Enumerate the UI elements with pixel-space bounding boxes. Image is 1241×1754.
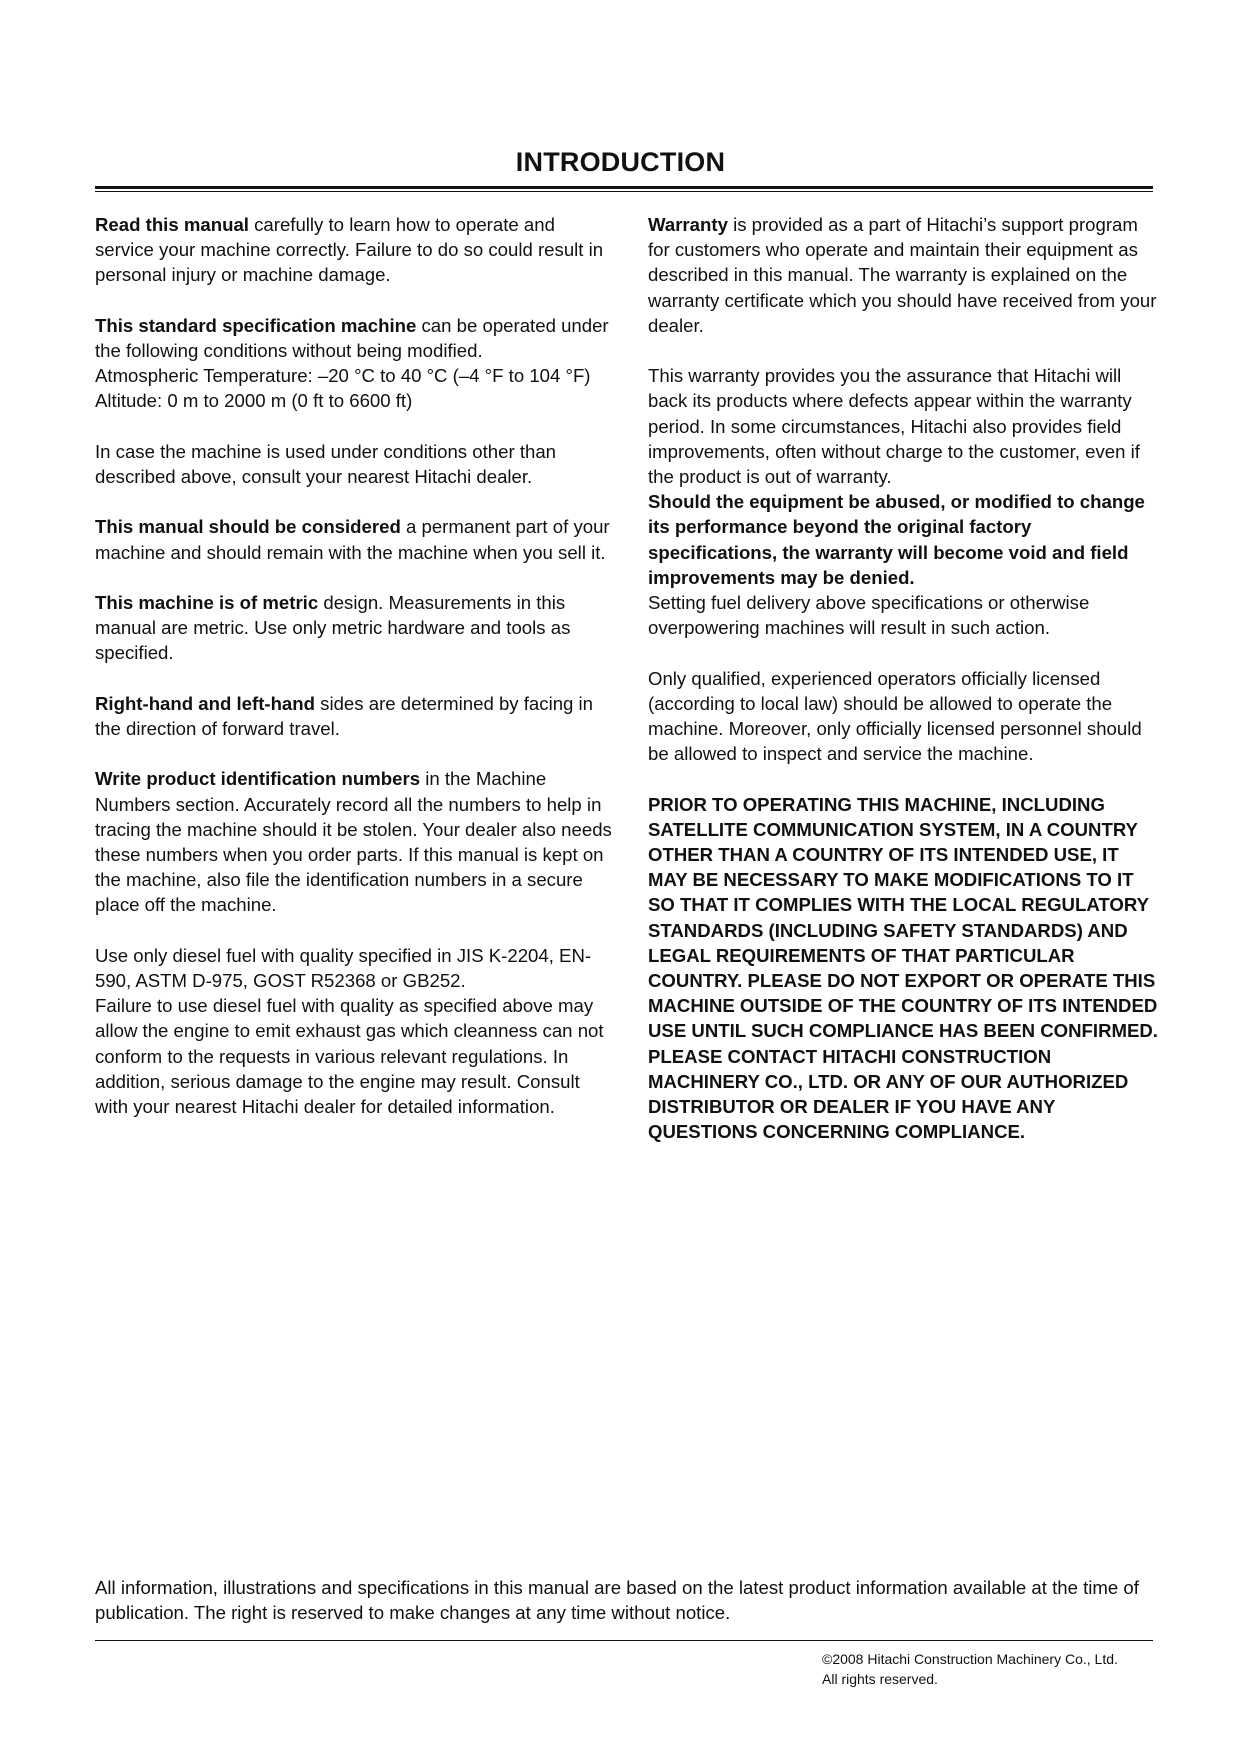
paragraph-metric [95,590,615,666]
paragraph-text: a permanent part of your machine and should remain with the machine when you sell it. [95,516,610,563]
paragraph-lead: Read this manual [95,214,249,235]
paragraph-text: design. Measurements in this manual are metric. Use only metric hardware and tools as specified. [95,591,571,664]
paragraph-lead: This machine is of metric [95,591,319,613]
title-rule-thin [95,191,1153,192]
paragraph-warranty-assurance [648,363,1158,640]
paragraph-lead: This manual should be considered [95,516,401,538]
title-rule [95,186,1153,189]
paragraph-text: is provided as a part of Hitachi’s support program for customers who operate and maintain their equipment as described in this manual. The warranty is explained on the warranty certificate which you should have received from your dealer. [648,214,1157,336]
paragraph-text: sides are determined by facing in the direction of forward travel. [95,692,594,739]
paragraph-text: This warranty provides you the assurance that Hitachi will back its products where defects appear within the warranty period. In some circumstances, Hitachi also provides field improvements, often without charge to the customer, even if the product is out of warranty. [648,365,1140,488]
paragraph-warranty [648,212,1158,338]
paragraph-text: carefully to learn how to operate and service your machine correctly. Failure to do so could result in personal injury or machine damage. [95,214,604,286]
paragraph-lead: Warranty [648,214,728,235]
paragraph-sides [95,691,615,741]
warranty-void-warning: Should the equipment be abused, or modified to change its performance beyond the original factory specifications, the warranty will become void and field improvements may be denied. [648,491,1145,588]
right-column [648,212,1158,1144]
altitude-range: Altitude: 0 m to 2000 m (0 ft to 6600 ft) [95,390,413,412]
paragraph-lead: Right-hand and left-hand [95,692,315,714]
fuel-warning-text: Failure to use diesel fuel with quality as specified above may allow the engine to emit exhaust gas which cleanness can not conform to the requests in various relevant regulations. In addition, serious damage to the engine may result. Consult with your nearest Hitachi dealer for detailed information. [95,995,604,1117]
paragraph-text: Setting fuel delivery above specifications or otherwise overpowering machines will result in such action. [648,592,1090,639]
paragraph-identification-numbers [95,766,615,917]
footer-rule [95,1640,1153,1641]
paragraph-qualified-operators: Only qualified, experienced operators officially licensed (according to local law) should be allowed to operate the machine. Moreover, only officially licensed personnel should be allowed to inspect and service the machine. [648,667,1142,765]
paragraph-text: can be operated under the following conditions without being modified. [95,314,609,361]
paragraph-read-manual [95,212,615,288]
copyright-text: ©2008 Hitachi Construction Machinery Co., Ltd. [822,1651,1118,1667]
disclaimer-note: All information, illustrations and specifications in this manual are based on the latest product information available at the time of publication. The right is reserved to make changes at any time without notice. [95,1577,1139,1624]
fuel-spec-text: Use only diesel fuel with quality specified in JIS K-2204, EN-590, ASTM D-975, GOST R52368 or GB252. [95,944,592,991]
left-column [95,212,615,1119]
paragraph-lead: This standard specification machine [95,314,417,336]
compliance-notice: PRIOR TO OPERATING THIS MACHINE, INCLUDING SATELLITE COMMUNICATION SYSTEM, IN A COUNTRY OTHER THAN A COUNTRY OF ITS INTENDED USE, IT MAY BE NECESSARY TO MAKE MODIFICATIONS TO IT SO THAT IT COMPLIES WITH THE LOCAL REGULATORY STANDARDS (INCLUDING SAFETY STANDARDS) AND LEGAL REQUIREMENTS OF THAT PARTICULAR COUNTRY. PLEASE DO NOT EXPORT OR OPERATE THIS MACHINE OUTSIDE OF THE COUNTRY OF ITS INTENDED USE UNTIL SUCH COMPLIANCE HAS BEEN CONFIRMED. PLEASE CONTACT HITACHI CONSTRUCTION MACHINERY CO., LTD. OR ANY OF OUR AUTHORIZED DISTRIBUTOR OR DEALER IF YOU HAVE ANY QUESTIONS CONCERNING COMPLIANCE. [648,793,1158,1143]
rights-reserved-text: All rights reserved. [822,1671,938,1687]
paragraph-other-conditions: In case the machine is used under conditions other than described above, consult your nearest Hitachi dealer. [95,440,557,487]
paragraph-lead: Write product identification numbers [95,768,421,790]
temperature-range: Atmospheric Temperature: –20 °C to 40 °C (–4 °F to 104 °F) [95,365,591,387]
paragraph-standard-spec [95,313,615,414]
paragraph-text: in the Machine Numbers section. Accurately record all the numbers to help in tracing the machine should it be stolen. Your dealer also needs these numbers when you order parts. If this manual is kept on the machine, also file the identification numbers in a secure place off the machine. [95,768,612,916]
copyright-block [822,1649,1118,1689]
page-title: INTRODUCTION [515,147,726,177]
paragraph-permanent-part [95,514,615,564]
paragraph-diesel-fuel [95,943,615,1119]
